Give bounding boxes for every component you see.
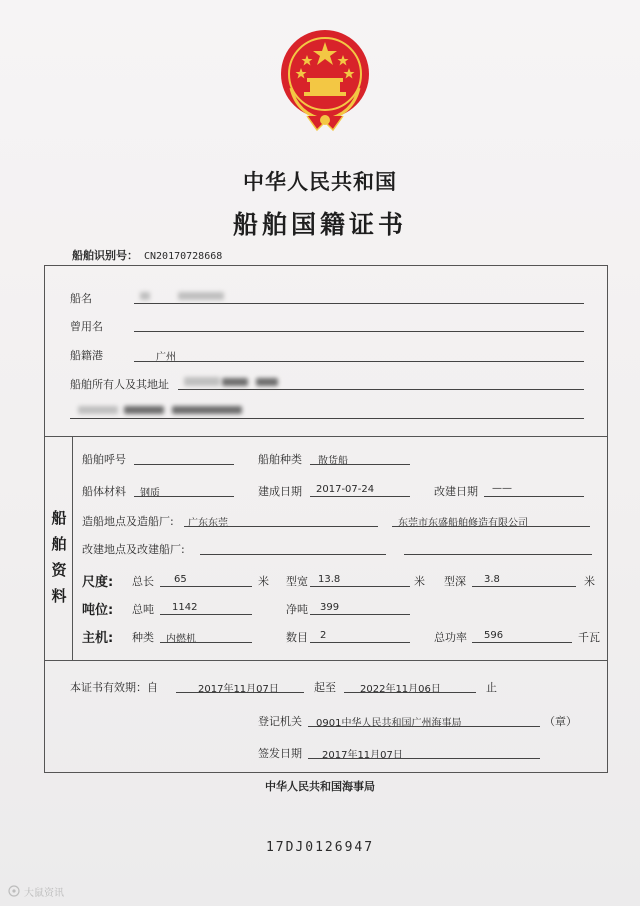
shipyard-value: 东莞市东盛船舶修造有限公司: [398, 518, 528, 529]
issue-date-value: 2017年11月07日: [322, 750, 403, 761]
build-place-value: 广东东莞: [188, 518, 228, 529]
tonnage-label: 吨位:: [82, 603, 114, 618]
owner-line-2: [70, 418, 584, 419]
engine-type-line: [160, 642, 252, 643]
breadth-unit: 米: [414, 575, 425, 588]
identification-line: [72, 247, 222, 263]
hull-material-line: [134, 496, 234, 497]
validity-to-line: [344, 692, 476, 693]
port-line: [134, 361, 584, 362]
validity-from-value: 2017年11月07日: [198, 684, 279, 695]
engine-power-label: 总功率: [434, 631, 467, 644]
depth-label: 型深: [444, 575, 466, 588]
gross-tonnage-label: 总吨: [132, 603, 154, 616]
net-tonnage-line: [310, 614, 410, 615]
net-tonnage-label: 净吨: [286, 603, 308, 616]
redacted-mark: [184, 377, 220, 386]
section-divider: [44, 660, 608, 661]
length-line: [160, 586, 252, 587]
ship-name-line: [134, 303, 584, 304]
length-value: 65: [174, 574, 187, 585]
identification-number: CN20170728668: [144, 251, 223, 262]
build-place-label: 造船地点及造船厂:: [82, 515, 174, 528]
owner-address-label: 船舶所有人及其地址: [70, 378, 169, 391]
build-place-line: [184, 526, 378, 527]
owner-line: [178, 389, 584, 390]
dimensions-label: 尺度:: [82, 575, 114, 590]
seal-note: （章）: [544, 715, 577, 728]
validity-to-label: 起至: [314, 681, 336, 694]
issue-date-line: [308, 758, 540, 759]
identification-label: 船舶识别号：: [72, 249, 138, 262]
hull-material-value: 钢质: [140, 488, 160, 499]
issue-date-label: 签发日期: [258, 747, 302, 760]
section-divider: [44, 436, 608, 437]
watermark-text: 大鼠资讯: [24, 888, 64, 899]
engine-power-line: [472, 642, 572, 643]
call-sign-line: [134, 464, 234, 465]
rebuild-date-value: ——: [492, 483, 512, 494]
engine-power-unit: 千瓦: [578, 631, 600, 644]
breadth-label: 型宽: [286, 575, 308, 588]
length-unit: 米: [258, 575, 269, 588]
port-of-registry-label: 船籍港: [70, 349, 103, 362]
gross-tonnage-value: 1142: [172, 602, 198, 613]
engine-type-label: 种类: [132, 631, 154, 644]
registration-authority-label: 登记机关: [258, 715, 302, 728]
shipyard-line: [392, 526, 590, 527]
registration-authority-line: [308, 726, 540, 727]
net-tonnage-value: 399: [320, 602, 340, 613]
redacted-mark: [140, 292, 150, 300]
redacted-mark: [78, 406, 118, 414]
engine-label: 主机:: [82, 631, 114, 646]
rebuild-date-line: [484, 496, 584, 497]
ship-type-line: [310, 464, 410, 465]
ship-type-value: 散货船: [318, 456, 348, 467]
redacted-mark: [178, 292, 224, 300]
engine-count-line: [310, 642, 410, 643]
validity-label: 本证书有效期：自: [70, 681, 158, 694]
call-sign-label: 船舶呼号: [82, 453, 126, 466]
length-label: 总长: [132, 575, 154, 588]
title-country: 中华人民共和国: [243, 169, 397, 194]
build-date-label: 建成日期: [258, 485, 302, 498]
gross-tonnage-line: [160, 614, 252, 615]
rebuild-place-label: 改建地点及改建船厂:: [82, 543, 185, 556]
redacted-mark: [222, 378, 248, 386]
port-of-registry-value: 广州: [156, 352, 176, 363]
former-name-line: [134, 331, 584, 332]
redacted-mark: [256, 378, 278, 386]
engine-power-value: 596: [484, 630, 504, 641]
side-column-divider: [72, 436, 73, 660]
ship-type-label: 船舶种类: [258, 453, 302, 466]
former-name-label: 曾用名: [70, 320, 103, 333]
depth-value: 3.8: [484, 574, 500, 585]
build-date-value: 2017-07-24: [316, 484, 375, 495]
breadth-value: 13.8: [318, 574, 341, 585]
registration-authority-value: 0901中华人民共和国广州海事局: [316, 718, 462, 729]
issuing-organization: 中华人民共和国海事局: [265, 780, 375, 793]
title-certificate: 船舶国籍证书: [232, 210, 407, 239]
redacted-mark: [172, 406, 242, 414]
rebuild-date-label: 改建日期: [434, 485, 478, 498]
national-emblem-icon: [277, 28, 373, 132]
breadth-line: [310, 586, 410, 587]
ship-name-label: 船名: [70, 292, 92, 305]
ship-particulars-side-label: 船 舶 资 料: [51, 509, 67, 605]
validity-to-value: 2022年11月06日: [360, 684, 441, 695]
rebuild-yard-line: [404, 554, 592, 555]
validity-end: 止: [486, 681, 497, 694]
engine-type-value: 内燃机: [166, 634, 196, 645]
watermark-logo-icon: [8, 885, 20, 897]
depth-unit: 米: [584, 575, 595, 588]
validity-from-line: [176, 692, 304, 693]
engine-count-label: 数目: [286, 631, 308, 644]
rebuild-place-line: [200, 554, 386, 555]
engine-count-value: 2: [320, 630, 327, 641]
serial-number: 17DJ0126947: [265, 840, 375, 855]
build-date-line: [310, 496, 410, 497]
hull-material-label: 船体材料: [82, 485, 126, 498]
redacted-mark: [124, 406, 164, 414]
depth-line: [472, 586, 576, 587]
